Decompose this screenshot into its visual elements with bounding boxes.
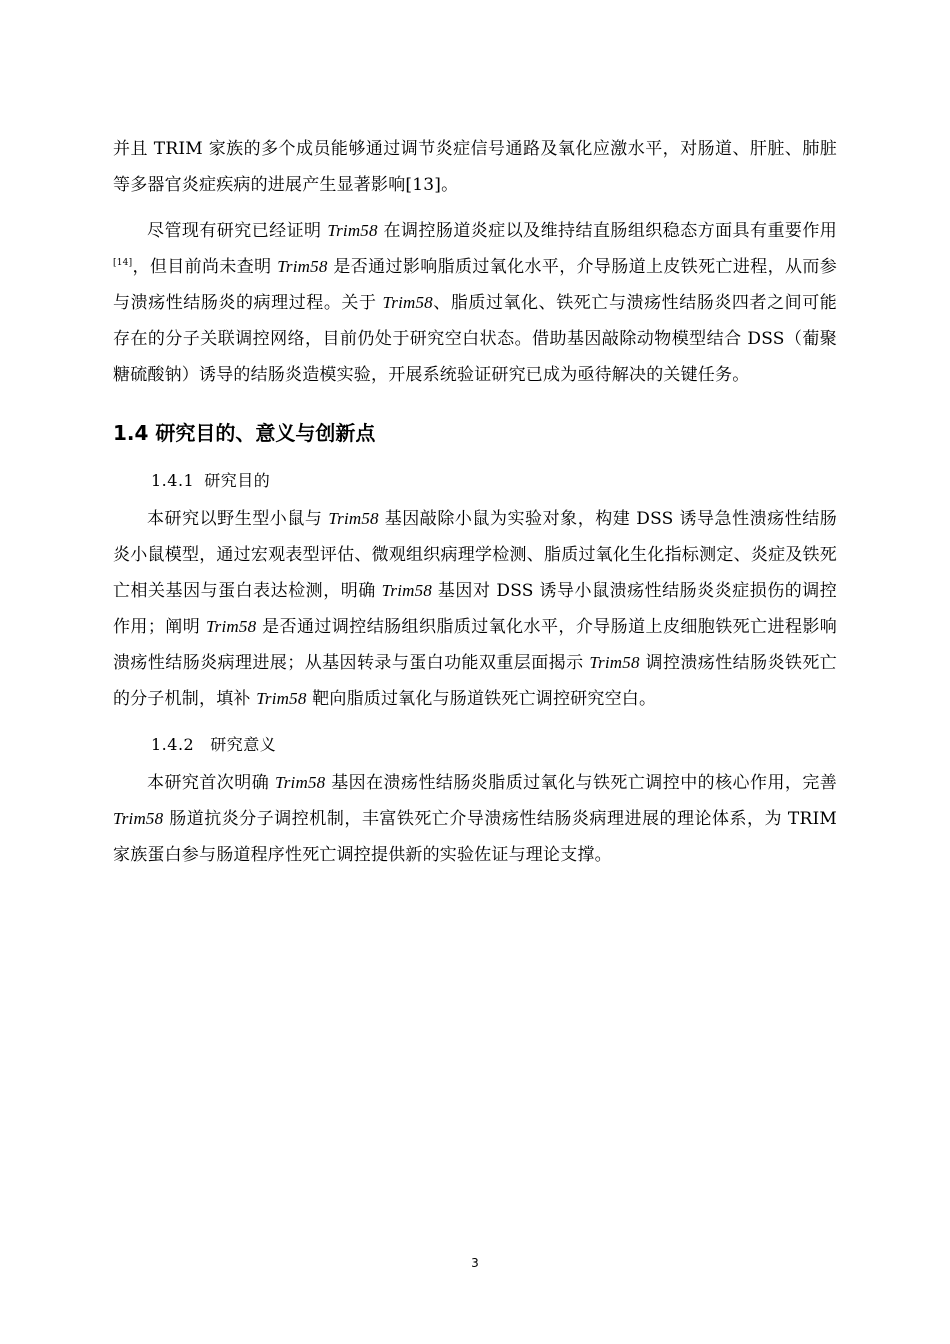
subsection-heading-purpose [151,463,837,499]
text-run: 基因在溃疡性结肠炎脂质过氧化与铁死亡调控中的核心作用，完善 [325,773,837,793]
page-number: 3 [471,1256,479,1270]
subsection-title: 研究目的 [204,471,271,490]
gene-name: Trim58 [205,617,257,636]
subsection-number: 1.4.2 [151,735,195,754]
paragraph-text: 并且 TRIM 家族的多个成员能够通过调节炎症信号通路及氧化应激水平，对肠道、肝脏、肺脏等多器官炎症疾病的进展产生显著影响[13]。 [113,139,837,195]
gene-name: Trim58 [256,689,307,708]
text-run: 本研究首次明确 [147,773,276,793]
paragraph-research-significance [113,765,837,873]
text-run: 基因敲除小鼠为实验对象，构建 DSS 诱导急性溃疡性结肠炎小鼠模型，通过宏观表型评估、微观组织病理学检测、脂质过氧化生化指标测定、炎症及铁死亡相关基因与蛋白表达检测，明确 [113,509,837,601]
text-run: 基因对 DSS 诱导小鼠溃疡性结肠炎炎症损伤的调控作用；阐明 [113,581,837,637]
text-run: 尽管现有研究已经证明 [147,221,328,241]
text-run: ，但目前尚未查明 [132,257,278,277]
subsection-title: 研究意义 [210,735,277,754]
gene-name: Trim58 [589,653,640,672]
gene-name: Trim58 [381,581,432,600]
subsection-heading-significance [151,727,837,763]
section-heading: 1.4 研究目的、意义与创新点 [113,421,376,445]
gene-name: Trim58 [328,509,379,528]
subsection-number: 1.4.1 [151,471,195,490]
citation-ref: [14] [113,258,133,268]
page-body [113,131,837,883]
text-run: 肠道抗炎分子调控机制，丰富铁死亡介导溃疡性结肠炎病理进展的理论体系，为 TRIM 家族蛋白参与肠道程序性死亡调控提供新的实验佐证与理论支撑。 [113,809,837,865]
text-run: 本研究以野生型小鼠与 [147,509,329,529]
text-run: 靶向脂质过氧化与肠道铁死亡调控研究空白。 [306,689,657,709]
text-run: 、脂质过氧化、铁死亡与溃疡性结肠炎四者之间可能存在的分子关联调控网络，目前仍处于研究空白状态。借助基因敲除动物模型结合 DSS（葡聚糖硫酸钠）诱导的结肠炎造模实验，开展系统验证研究已成为亟待解决的关键任务。 [113,293,837,385]
gene-name: Trim58 [277,257,328,276]
gene-name: Trim58 [113,809,164,828]
gene-name: Trim58 [382,293,433,312]
gene-name: Trim58 [327,221,378,240]
paragraph-trim-family [113,131,837,203]
text-run: 是否通过调控结肠组织脂质过氧化水平，介导肠道上皮细胞铁死亡进程影响溃疡性结肠炎病理进展；从基因转录与蛋白功能双重层面揭示 [113,617,837,673]
paragraph-research-gap [113,213,837,393]
text-run: 是否通过影响脂质过氧化水平，介导肠道上皮铁死亡进程，从而参与溃疡性结肠炎的病理过程。关于 [113,257,837,313]
text-run: 调控溃疡性结肠炎铁死亡的分子机制，填补 [113,653,837,709]
paragraph-research-purpose [113,501,837,717]
gene-name: Trim58 [275,773,326,792]
text-run: 在调控肠道炎症以及维持结直肠组织稳态方面具有重要作用 [377,221,837,241]
